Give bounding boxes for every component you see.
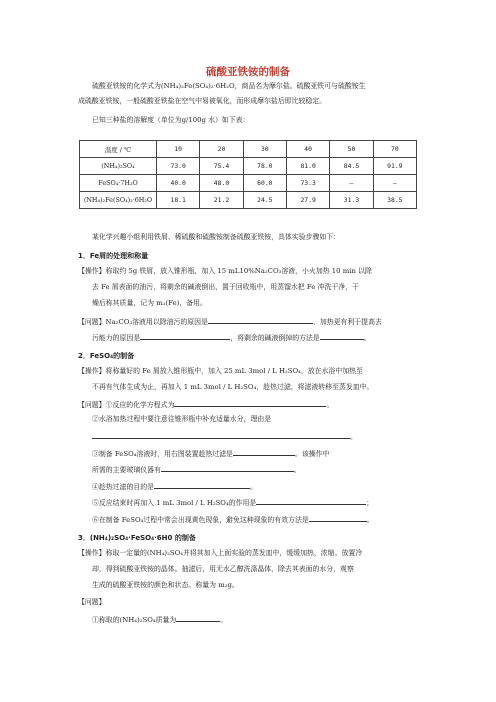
table-cell: 10 <box>157 141 200 158</box>
table-row <box>80 192 417 209</box>
answer-blank[interactable] <box>309 514 367 522</box>
s2-question-6: ⑥在制备 FeSO₄过程中常会出现黄色现象，避免这种现象的有效方法是 。 <box>92 516 374 524</box>
table-cell: 温度 / ℃ <box>80 141 157 158</box>
answer-blank[interactable] <box>161 464 294 472</box>
table-cell: 91.9 <box>373 158 416 175</box>
table-cell: 73.0 <box>157 158 200 175</box>
s2-question-2: ②水浴加热过程中要注意往锥形瓶中补充适量水分，理由是 <box>92 415 272 423</box>
table-cell: 50 <box>330 141 373 158</box>
table-cell: 73.3 <box>286 175 329 192</box>
experiment-intro: 某化学兴趣小组利用铁屑、稀硫酸和硫酸铵制备硫酸亚铁铵，具体实验步骤如下： <box>92 233 341 241</box>
s1-question-line-1: 【问题】Na₂CO₃溶液用以除油污的原因是 ，加热更有利于提高去 <box>78 318 382 326</box>
table-cell: 60.0 <box>243 175 286 192</box>
s1-op-line-1: 【操作】称取约 5g 铁屑，放入锥形瓶，加入 15 mL10%Na₂CO₃溶液，小火加热 10 min 以除 <box>78 267 372 275</box>
section-3-heading: 3．(NH₄)₂SO₄·FeSO₄·6H0 的制备 <box>78 534 196 542</box>
table-cell: 48.0 <box>200 175 243 192</box>
s1-question-line-2: 污能力的原因是 ，将剩余的碱液倒掉的方法是 。 <box>92 334 371 342</box>
table-cell: — <box>330 175 373 192</box>
answer-blank[interactable] <box>320 332 364 340</box>
s2-op-line-1: 【操作】将称量好的 Fe 屑放入锥形瓶中，加入 25 mL 3mol / L H₂SO₄，放在水浴中加热至 <box>78 367 363 375</box>
page-title: 硫酸亚铁铵的制备 <box>206 66 290 78</box>
s3-question-1: ①称取的(NH₄)₂SO₄质量为 。 <box>92 616 228 624</box>
table-cell: 24.5 <box>243 192 286 209</box>
table-cell: — <box>373 175 416 192</box>
table-cell: FeSO₄·7H₂O <box>80 175 157 192</box>
s2-question-2-answer: 。 <box>92 431 357 442</box>
table-cell: 20 <box>200 141 243 158</box>
s3-op-line-2: 却，得到硫酸亚铁铵的晶体。抽滤后，用无水乙醇洗涤晶体，除去其表面的水分，观察 <box>92 565 354 573</box>
answer-blank[interactable] <box>208 316 313 324</box>
solubility-table <box>79 140 417 209</box>
table-cell: (NH₄)₂SO₄ <box>80 158 157 175</box>
table-row <box>80 175 417 192</box>
table-cell: 40.0 <box>157 175 200 192</box>
table-cell: 78.0 <box>243 158 286 175</box>
section-1-heading: 1．Fe屑的处理和称量 <box>78 252 149 260</box>
s3-op-line-1: 【操作】称取一定量的(NH₄)₂SO₄并将其加入上面实验的蒸发皿中，缓缓加热，浓缩。放置冷 <box>78 549 363 557</box>
answer-blank[interactable] <box>154 481 250 489</box>
table-cell: 30 <box>243 141 286 158</box>
s2-question-3-cont: 所需的主要玻璃仪器有 。 <box>92 466 301 474</box>
answer-blank[interactable] <box>176 614 220 622</box>
intro-line-1: 硫酸亚铁铵的化学式为(NH₄)₂Fe(SO₄)₂·6H₂O，商品名为摩尔盐。硫酸亚铁可与硫酸铵生 <box>92 82 366 90</box>
table-cell: 81.0 <box>286 158 329 175</box>
table-cell: 27.9 <box>286 192 329 209</box>
s2-question-4: ④趁热过滤的目的是 。 <box>92 483 257 491</box>
known-text: 已知三种盐的溶解度（单位为g/100g 水）如下表： <box>92 116 250 124</box>
answer-blank[interactable] <box>140 332 230 340</box>
s1-op-line-2: 去 Fe 屑表面的油污，将剩余的碱液倒出，置于回收瓶中，用蒸馏水把 Fe 冲洗干净，干 <box>92 283 359 291</box>
table-cell: (NH₄)₂Fe(SO₄)₂·6H₂O <box>80 192 157 209</box>
s1-op-line-3: 燥后称其质量，记为 m₁(Fe)，备用。 <box>92 299 207 307</box>
table-cell: 75.4 <box>200 158 243 175</box>
table-cell: 84.5 <box>330 158 373 175</box>
answer-blank[interactable] <box>233 448 295 456</box>
answer-blank[interactable] <box>174 399 326 407</box>
s2-op-line-2: 不再有气体生成为止，再加入 1 mL 3mol / L H₂SO₄，趁热过滤，将滤液转移至蒸发皿中。 <box>92 383 374 391</box>
s2-question-1: 【问题】①反应的化学方程式为 。 <box>78 401 334 409</box>
table-header-row <box>80 141 417 158</box>
table-cell: 21.2 <box>200 192 243 209</box>
s3-op-line-3: 生成的硫酸亚铁铵的颜色和状态。称量为 m₂g。 <box>92 581 239 589</box>
s2-question-3: ③制备 FeSO₄溶液时，用右图装置趁热过滤是 。该操作中 <box>92 450 330 458</box>
answer-blank[interactable] <box>256 497 366 505</box>
table-cell: 70 <box>373 141 416 158</box>
intro-line-2: 成硫酸亚铁铵，一般硫酸亚铁盐在空气中易被氧化，而形成摩尔盐后即比较稳定。 <box>78 97 327 105</box>
table-cell: 38.5 <box>373 192 416 209</box>
section-2-heading: 2．FeSO₄的制备 <box>78 352 135 360</box>
table-cell: 18.1 <box>157 192 200 209</box>
s3-question-heading: 【问题】 <box>78 598 106 606</box>
answer-blank[interactable] <box>92 431 350 439</box>
table-cell: 40 <box>286 141 329 158</box>
table-cell: 31.3 <box>330 192 373 209</box>
table-row <box>80 158 417 175</box>
s2-question-5: ⑤反应结束时再加入 1 mL 3mol / L H₂SO₄的作用是 ； <box>92 499 374 507</box>
